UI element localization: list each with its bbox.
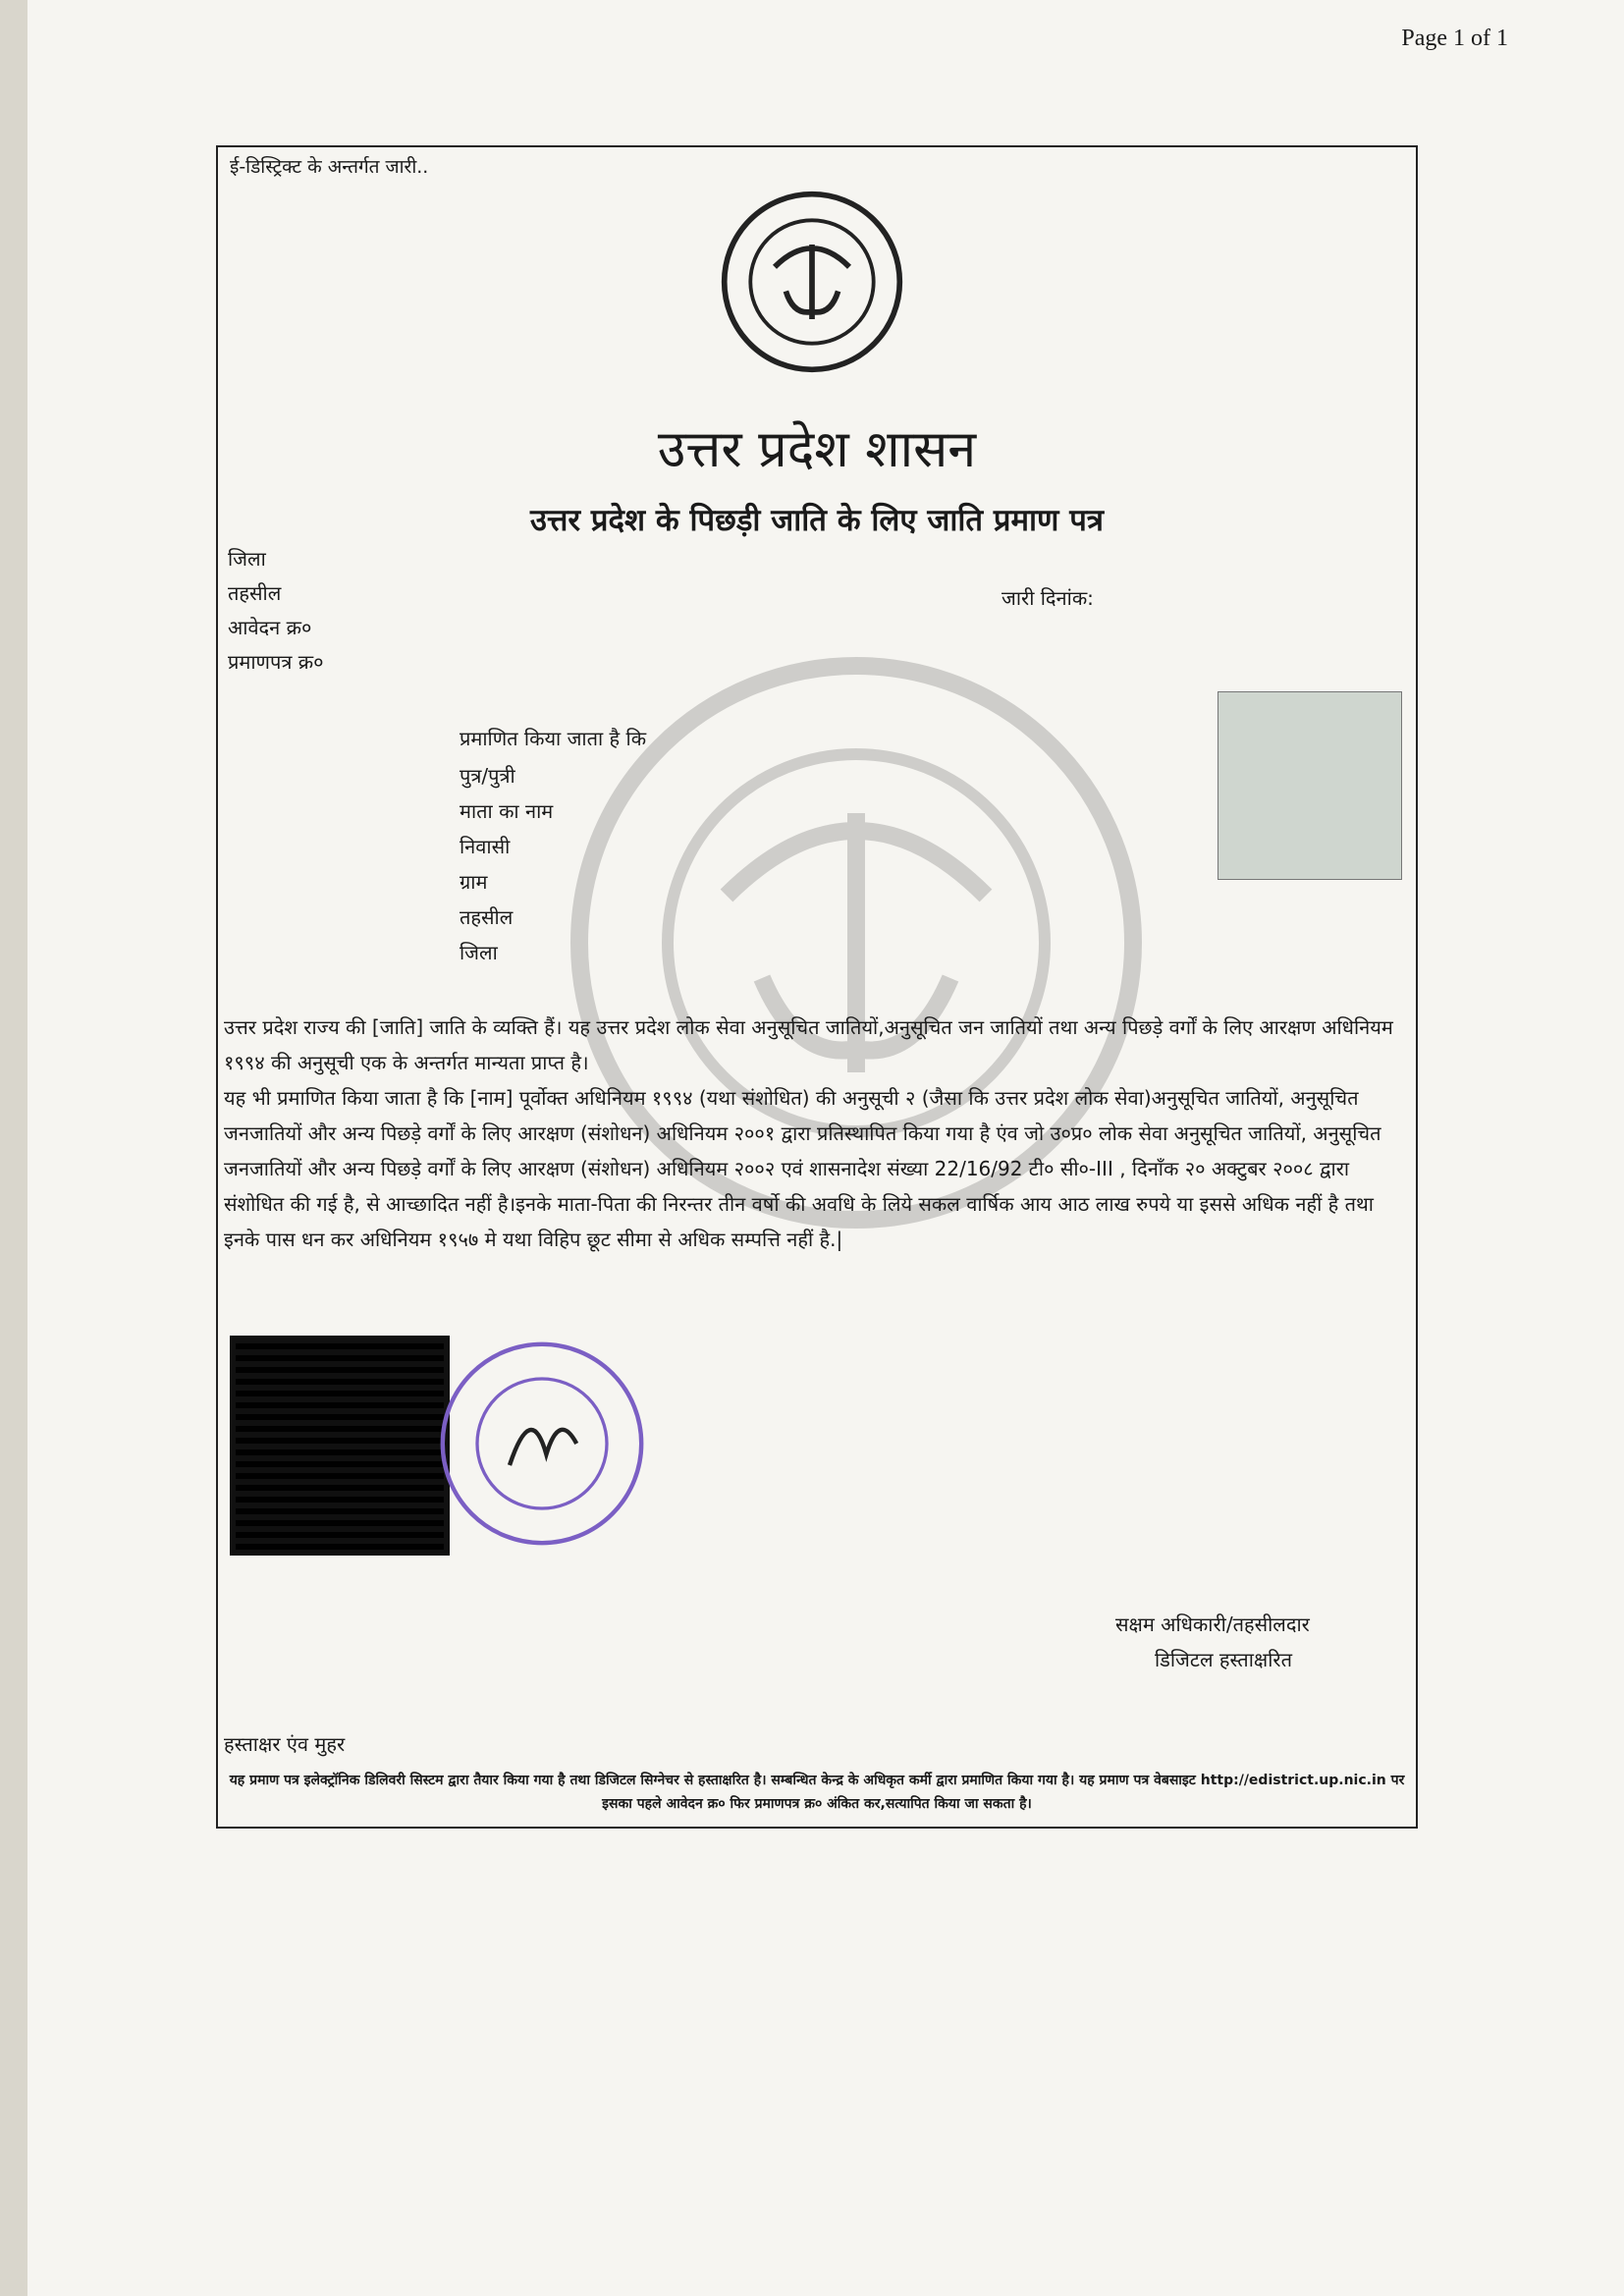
label-tehsil-2: तहसील (460, 905, 514, 929)
label-application-no: आवेदन क्र० (228, 616, 312, 639)
issuer-seal-label: हस्ताक्षर एंव मुहर (224, 1732, 346, 1756)
digital-sign-label: डिजिटल हस्ताक्षरित (1155, 1648, 1292, 1671)
label-son-daughter: पुत्र/पुत्री (460, 764, 515, 788)
label-certified: प्रमाणित किया जाता है कि (460, 727, 647, 750)
page-header: Page 1 of 1 (1401, 26, 1508, 51)
holder-photo (1218, 691, 1402, 880)
certificate-frame (216, 145, 1418, 1829)
label-mother: माता का नाम (460, 799, 554, 823)
label-certificate-no: प्रमाणपत्र क्र० (228, 650, 324, 674)
scan-edge (0, 0, 27, 2296)
label-district-2: जिला (460, 941, 498, 964)
state-emblem-icon (719, 189, 905, 375)
qr-code (230, 1336, 450, 1556)
label-district: जिला (228, 547, 266, 571)
paragraph-2: यह भी प्रमाणित किया जाता है कि [नाम] पूर्वोक्त अधिनियम १९९४ (यथा संशोधित) की अनुसूची २ (जैसा कि उत्तर प्रदेश लोक सेवा)अनुसूचित जातियों, अनुसूचित जनजातियों और अन्य पिछड़े वर्गों के लिए आरक्षण (संशोधन) अधिनियम २००१ द्वारा प्रतिस्थापित किया गया है एंव जो उ०प्र० लोक सेवा अनुसूचित जातियों, अनुसूचित जनजातियों और अन्य पिछड़े वर्गों के लिए आरक्षण (संशोधन) अधिनियम २००२ एवं शासनादेश संख्या 22/16/92 टी० सी०-III , दिनाँक २० अक्टुबर २००८ द्वारा संशोधित की गई है, से आच्छादित नहीं है।इनके माता-पिता की निरन्तर तीन वर्षो की अवधि के लिये सकल वार्षिक आय आठ लाख रुपये या इससे अधिक नहीं है तथा इनके पास धन कर अधिनियम १९५७ मे यथा विहिप छूट सीमा से अधिक सम्पत्ति नहीं है.| (224, 1086, 1381, 1251)
paragraph-1: उत्तर प्रदेश राज्य की [जाति] जाति के व्यक्ति हैं। यह उत्तर प्रदेश लोक सेवा अनुसूचित जातियों,अनुसूचित जन जातियों तथा अन्य पिछड़े वर्गों के लिए आरक्षण अधिनियम १९९४ की अनुसूची एक के अन्तर्गत मान्यता प्राप्त है। (224, 1015, 1393, 1074)
verification-footer: यह प्रमाण पत्र इलेक्ट्रॉनिक डिलिवरी सिस्टम द्वारा तैयार किया गया है तथा डिजिटल सिग्नेचर से हस्ताक्षरित है। सम्बन्धित केन्द्र के अधिकृत कर्मी द्वारा प्रमाणित किया गया है। यह प्रमाण पत्र वेबसाइट http://edistrict.up.nic.in पर इसका पहले आवेदन क्र० फिर प्रमाणपत्र क्र० अंकित कर,सत्यापित किया जा सकता है। (229, 1773, 1405, 1812)
gov-title: उत्तर प्रदेश शासन (657, 420, 977, 479)
label-resident: निवासी (460, 835, 511, 858)
office-stamp-icon (434, 1336, 650, 1552)
certificate-title: उत्तर प्रदेश के पिछड़ी जाति के लिए जाति प्रमाण पत्र (530, 503, 1104, 538)
issued-under: ई-डिस्ट्रिक्ट के अन्तर्गत जारी.. (230, 156, 429, 178)
label-village: ग्राम (460, 870, 488, 894)
signer-role: सक्षम अधिकारी/तहसीलदार (1115, 1613, 1310, 1636)
label-issue-date: जारी दिनांक: (1001, 586, 1094, 610)
label-tehsil: तहसील (228, 581, 282, 605)
